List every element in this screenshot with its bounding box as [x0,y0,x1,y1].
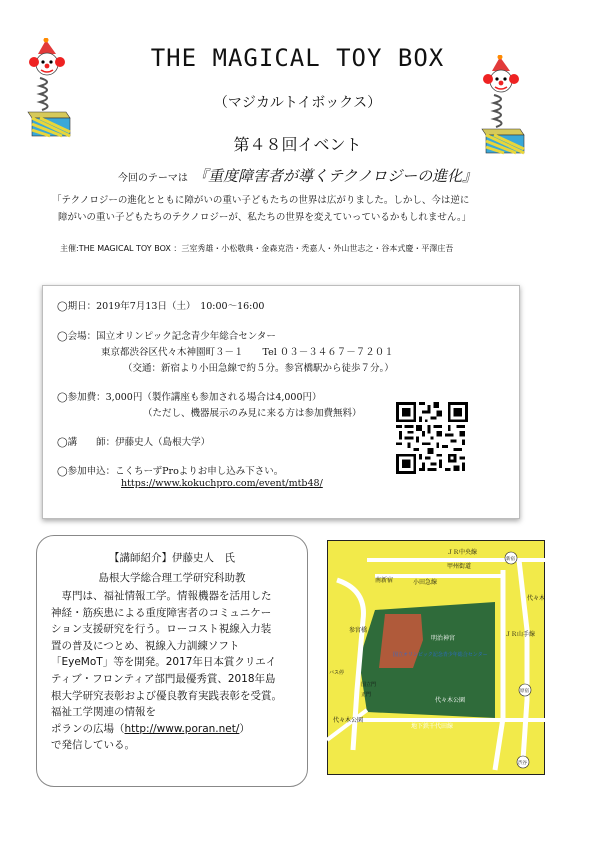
map-label-center: 国立オリンピック記念青少年総合センター [393,652,488,658]
page-title: THE MAGICAL TOY BOX [150,44,445,72]
bio-line: 福祉工学関連の情報を [51,706,156,719]
map-label-jr-chuo: ＪＲ中央線 [447,549,478,556]
map-label-harajuku: 原宿 [520,689,529,694]
bio-line: 根大学研究表彰および優良教育実践表彰を受賞。 [51,689,282,702]
map-label-yoyogi-park: 代々木公園 [435,697,466,704]
venue-map [327,540,545,775]
map-label-jr-yamanote: ＪＲ山手線 [505,631,536,638]
event-apply: ◯参加申込：こくちーずProよりお申し込み下さい。 [57,466,284,477]
event-number: 第４８回イベント [233,135,362,154]
instructor-bio-text [51,588,301,754]
map-label-chiyoda: 地下鉄千代田線 [411,723,454,730]
map-label-main-gate: 正門 [361,692,372,698]
description-line-2: 障がいの重い子どもたちのテクノロジーが、私たちの世界を変えていっているかもしれません。」 [58,212,472,223]
bio-line: ション支援研究を行う。ローコスト視線入力装 [51,623,272,636]
event-venue: ◯会場：国立オリンピック記念青少年総合センター [57,331,276,342]
bio-line: で発信している。 [51,739,135,752]
theme-title: 『重度障害者が導くテクノロジーの進化』 [192,167,478,185]
event-fee: ◯参加費：3,000円（製作講座も参加される場合は4,000円） [57,392,322,403]
map-label-yoyogikoen-st: 代々木公園 [333,717,364,724]
bio-line: 「EyeMoT」等を開発。2017年日本賞クリエイ [51,656,277,669]
map-label-sangubashi: 参宮橋 [349,627,368,634]
venue-address: 東京都渋谷区代々木神園町３－１ Tel ０３－３４６７－７２０１ [101,347,394,358]
bio-url-suffix: ） [239,722,250,735]
map-label-meiji: 明治神宮 [431,635,456,642]
bio-line: 神経・筋疾患による重度障害者のコミュニケー [51,606,272,619]
map-label-minamishinjuku: 南新宿 [375,577,394,584]
qr-code-icon [396,402,468,474]
bio-url-prefix: ポランの広場（ [51,722,125,735]
bio-line: 置の普及につとめ、視線入力訓練ソフト [51,639,240,652]
map-label-koshu: 甲州街道 [447,563,472,570]
map-label-yoyogi: 代々木 [527,595,545,602]
page-subtitle: （マジカルトイボックス） [213,95,382,111]
theme-line [0,165,595,186]
map-label-shibuya: 渋谷 [518,761,527,766]
bio-line-url [51,721,301,738]
map-label-bus: バス停 [329,670,345,676]
instructor-profile-box [36,535,308,787]
map-label-shinjuku: 新宿 [506,557,515,562]
theme-prefix: 今回のテーマは [117,173,188,184]
theme-description [52,192,572,226]
bio-line: ティブ・フロンティア部門最優秀賞、2018年島 [51,672,276,685]
event-date: ◯期日：2019年7月13日（土） 10:00～16:00 [57,301,265,312]
organizer-list: 主催:THE MAGICAL TOY BOX ：三室秀雄・小松敬典・金森克浩・禿嘉人・外山世志之・谷本式慶・平澤庄吾 [60,244,454,253]
poran-link[interactable]: http://www.poran.net/ [124,722,240,735]
fee-note: （ただし、機器展示のみ見に来る方は参加費無料） [143,408,362,419]
description-line-1: 「テクノロジーの進化とともに障がいの重い子どもたちの世界は広がりました。しかし、今は逆に [52,195,470,206]
event-lecturer: ◯講 師：伊藤史人（島根大学） [57,437,211,448]
bio-line: 専門は、福祉情報工学。情報機器を活用した [51,590,272,602]
instructor-affiliation: 島根大学総合理工学研究科助教 [98,572,246,584]
map-label-gate: 国立門 [361,682,377,688]
instructor-heading: 【講師紹介】伊藤史人 氏 [109,552,235,564]
venue-access: （交通：新宿より小田急線で約５分。参宮橋駅から徒歩７分。） [123,363,394,374]
map-label-odakyu: 小田急線 [413,579,438,586]
registration-link[interactable]: https://www.kokuchpro.com/event/mtb48/ [121,478,323,489]
